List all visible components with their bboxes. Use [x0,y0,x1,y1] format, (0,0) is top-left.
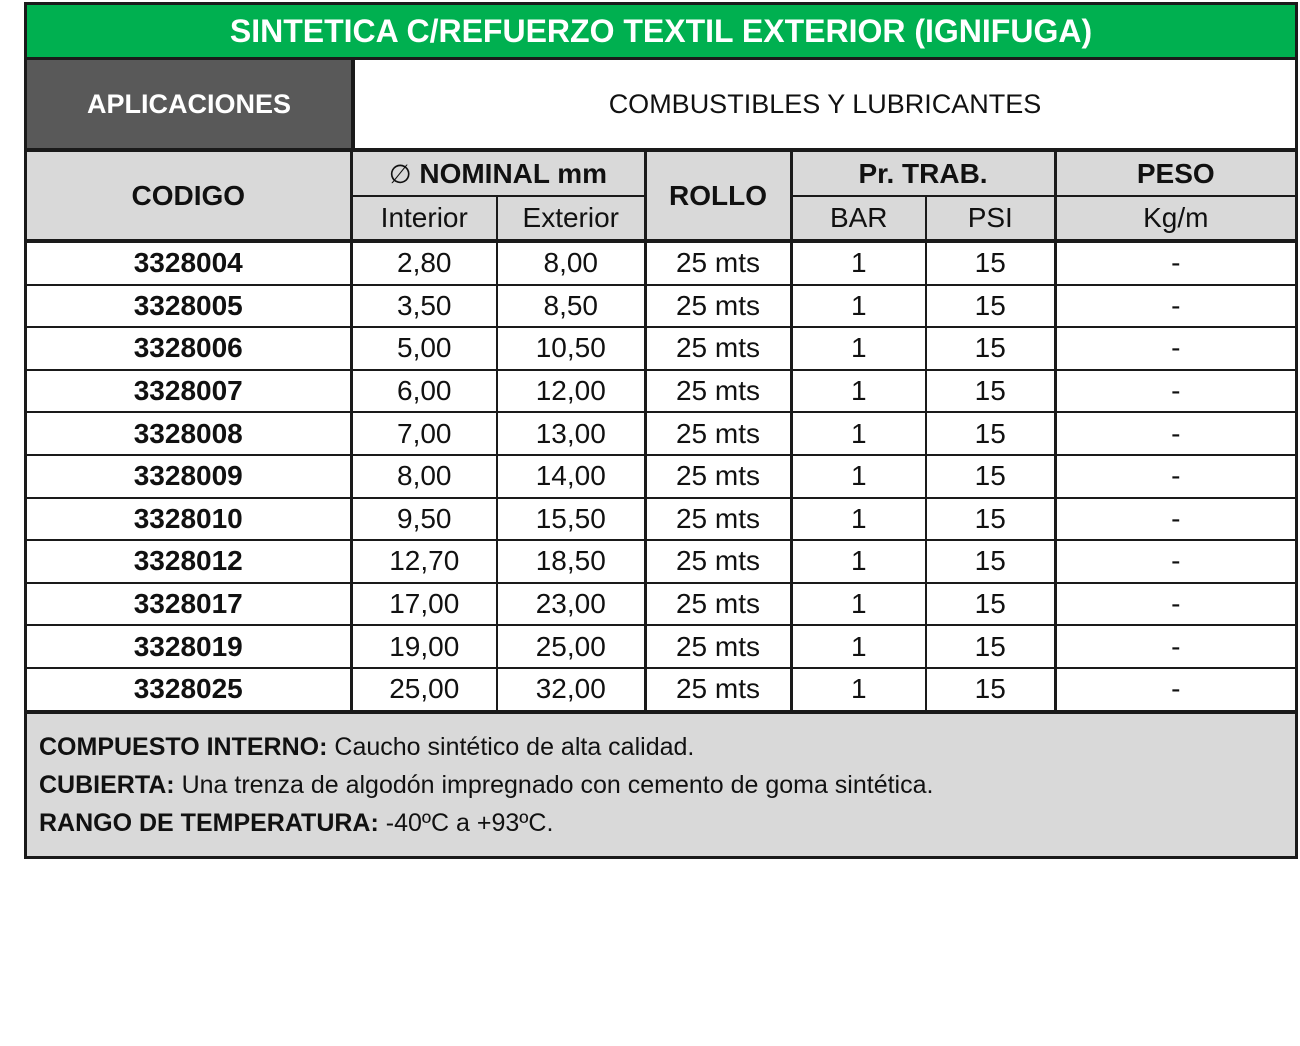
cell-codigo: 3328008 [27,412,351,455]
table-row [27,412,1295,455]
spec-table [27,152,1295,714]
cell-rollo: 25 mts [645,668,791,712]
table-row [27,285,1295,328]
spec-sheet [24,2,1298,859]
cell-exterior: 8,00 [497,241,645,285]
cell-psi: 15 [926,540,1055,583]
note-text: Caucho sintético de alta calidad. [334,732,695,761]
cell-exterior: 8,50 [497,285,645,328]
cell-peso: - [1055,540,1295,583]
cell-interior: 2,80 [351,241,497,285]
table-row [27,370,1295,413]
header-codigo: CODIGO [27,152,351,241]
cell-bar: 1 [791,241,926,285]
table-row [27,498,1295,541]
header-pr-trab: Pr. TRAB. [791,152,1055,196]
cell-bar: 1 [791,625,926,668]
aplicaciones-value: COMBUSTIBLES Y LUBRICANTES [608,88,1042,119]
cell-psi: 15 [926,241,1055,285]
cell-peso: - [1055,455,1295,498]
cell-exterior: 14,00 [497,455,645,498]
cell-interior: 17,00 [351,583,497,626]
notes-section [27,714,1295,856]
cell-exterior: 12,00 [497,370,645,413]
cell-rollo: 25 mts [645,583,791,626]
cell-interior: 7,00 [351,412,497,455]
cell-psi: 15 [926,285,1055,328]
note-label: CUBIERTA: [39,770,175,799]
cell-peso: - [1055,583,1295,626]
cell-peso: - [1055,285,1295,328]
cell-bar: 1 [791,668,926,712]
note-line [39,766,1295,804]
cell-exterior: 23,00 [497,583,645,626]
note-line [39,804,1295,842]
cell-peso: - [1055,241,1295,285]
header-exterior: Exterior [497,196,645,241]
note-label: COMPUESTO INTERNO: [39,732,328,761]
header-rollo: ROLLO [645,152,791,241]
aplicaciones-row [27,60,1295,152]
cell-psi: 15 [926,668,1055,712]
cell-rollo: 25 mts [645,241,791,285]
table-row [27,625,1295,668]
cell-rollo: 25 mts [645,412,791,455]
cell-interior: 6,00 [351,370,497,413]
diameter-icon: ∅ [388,159,412,190]
cell-peso: - [1055,370,1295,413]
cell-exterior: 25,00 [497,625,645,668]
cell-codigo: 3328012 [27,540,351,583]
cell-psi: 15 [926,370,1055,413]
cell-codigo: 3328025 [27,668,351,712]
header-nominal [351,152,645,196]
table-row [27,327,1295,370]
header-psi: PSI [926,196,1055,241]
cell-psi: 15 [926,625,1055,668]
cell-rollo: 25 mts [645,625,791,668]
cell-interior: 9,50 [351,498,497,541]
cell-bar: 1 [791,327,926,370]
cell-interior: 8,00 [351,455,497,498]
cell-psi: 15 [926,412,1055,455]
cell-rollo: 25 mts [645,327,791,370]
cell-rollo: 25 mts [645,285,791,328]
cell-exterior: 10,50 [497,327,645,370]
cell-psi: 15 [926,327,1055,370]
cell-codigo: 3328010 [27,498,351,541]
cell-bar: 1 [791,498,926,541]
cell-bar: 1 [791,583,926,626]
cell-peso: - [1055,498,1295,541]
cell-interior: 12,70 [351,540,497,583]
header-interior: Interior [351,196,497,241]
header-bar: BAR [791,196,926,241]
note-line [39,728,1295,766]
table-body [27,241,1295,712]
cell-psi: 15 [926,583,1055,626]
cell-exterior: 32,00 [497,668,645,712]
cell-bar: 1 [791,285,926,328]
note-text: -40ºC a +93ºC. [385,808,554,837]
header-peso: PESO [1055,152,1295,196]
cell-codigo: 3328019 [27,625,351,668]
table-row [27,583,1295,626]
header-nominal-label: NOMINAL mm [419,157,608,189]
cell-peso: - [1055,327,1295,370]
cell-peso: - [1055,668,1295,712]
cell-codigo: 3328009 [27,455,351,498]
cell-exterior: 13,00 [497,412,645,455]
aplicaciones-label: APLICACIONES [27,60,355,148]
cell-codigo: 3328004 [27,241,351,285]
cell-rollo: 25 mts [645,498,791,541]
cell-codigo: 3328007 [27,370,351,413]
table-row [27,540,1295,583]
table-row [27,455,1295,498]
cell-bar: 1 [791,455,926,498]
cell-exterior: 15,50 [497,498,645,541]
sheet-title: SINTETICA C/REFUERZO TEXTIL EXTERIOR (IGNIFUGA) [27,5,1295,60]
cell-peso: - [1055,412,1295,455]
cell-codigo: 3328006 [27,327,351,370]
cell-psi: 15 [926,498,1055,541]
cell-bar: 1 [791,370,926,413]
header-kgm: Kg/m [1055,196,1295,241]
cell-codigo: 3328005 [27,285,351,328]
cell-interior: 19,00 [351,625,497,668]
cell-peso: - [1055,625,1295,668]
cell-interior: 5,00 [351,327,497,370]
cell-rollo: 25 mts [645,370,791,413]
cell-rollo: 25 mts [645,540,791,583]
cell-interior: 3,50 [351,285,497,328]
cell-bar: 1 [791,412,926,455]
cell-exterior: 18,50 [497,540,645,583]
cell-codigo: 3328017 [27,583,351,626]
cell-interior: 25,00 [351,668,497,712]
cell-psi: 15 [926,455,1055,498]
note-label: RANGO DE TEMPERATURA: [39,808,379,837]
cell-rollo: 25 mts [645,455,791,498]
note-text: Una trenza de algodón impregnado con cemento de goma sintética. [181,770,934,799]
table-row [27,668,1295,712]
cell-bar: 1 [791,540,926,583]
table-row [27,241,1295,285]
